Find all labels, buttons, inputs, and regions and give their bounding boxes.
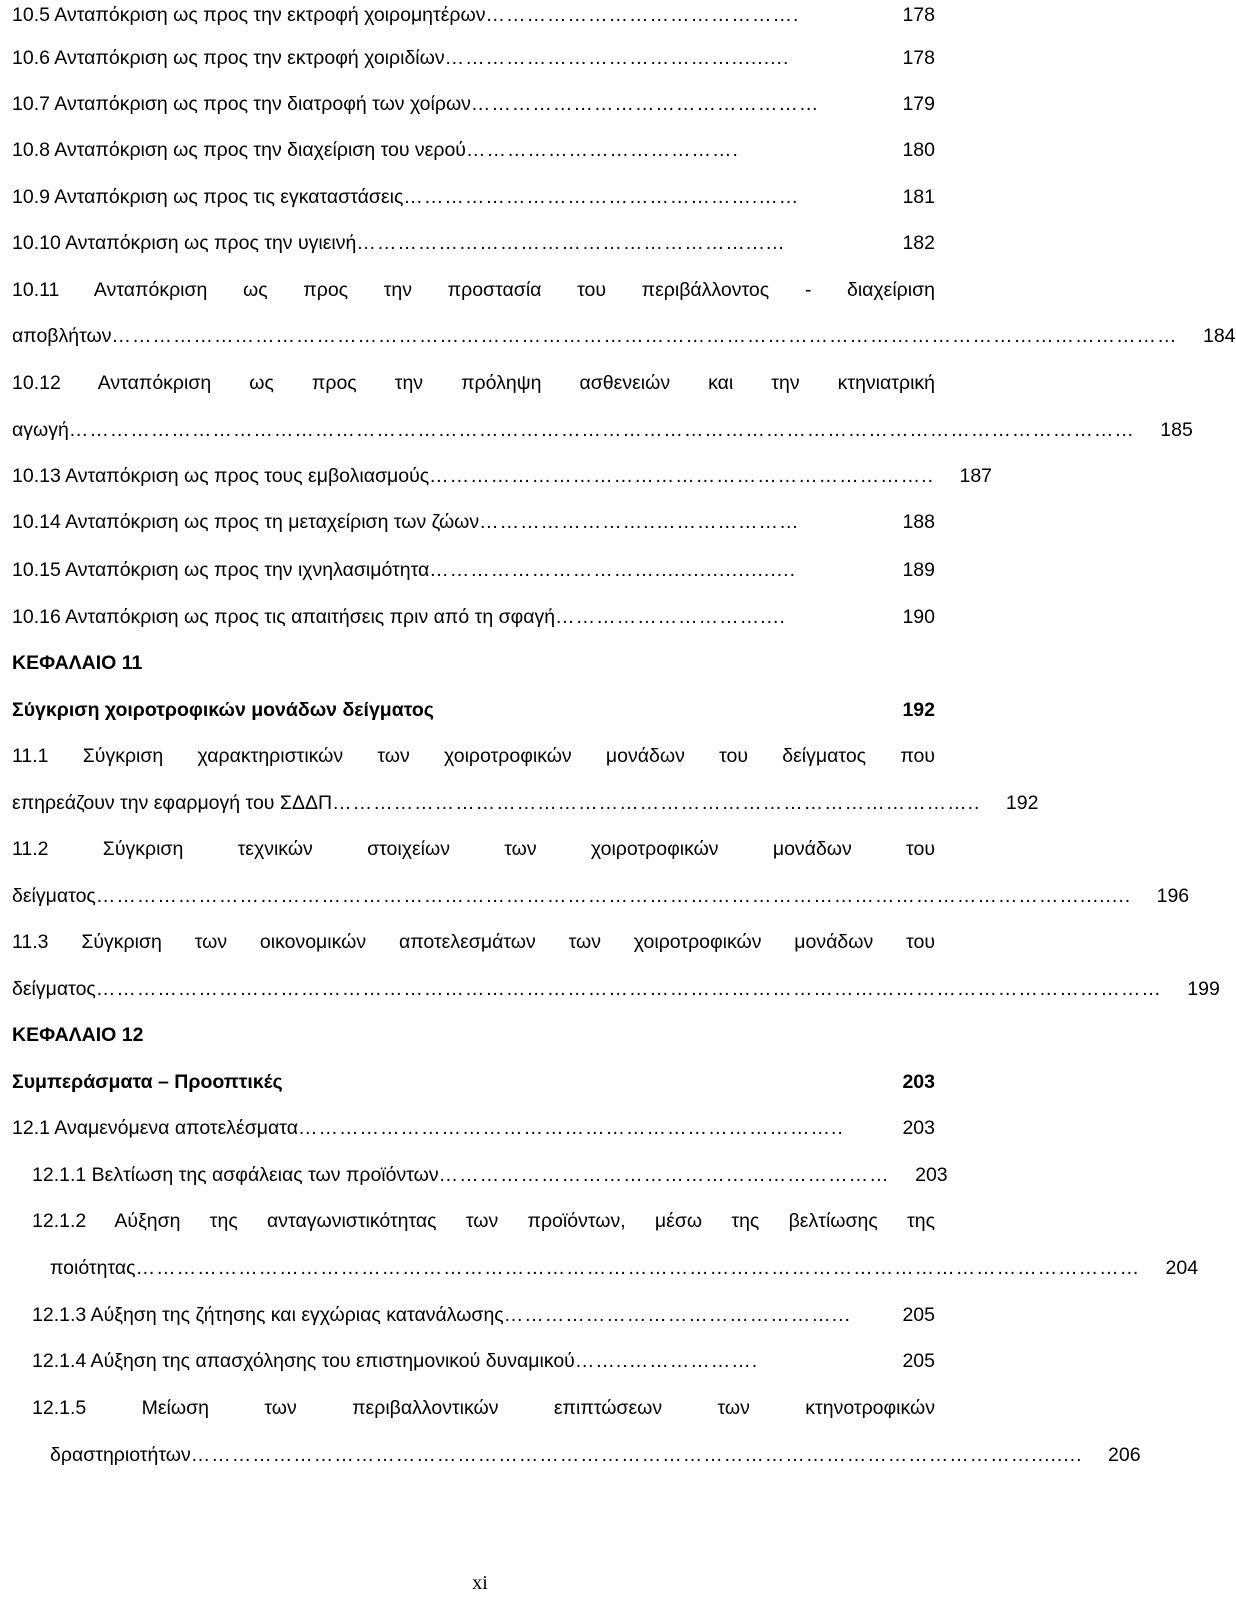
toc-entry-title: 12.1.3 Αύξηση της ζήτησης και εγχώριας κατανάλωσης — [32, 1304, 504, 1326]
toc-entry-title: 10.15 Ανταπόκριση ως προς την ιχνηλασιμότητα — [12, 559, 430, 581]
toc-entry-row[interactable] — [12, 602, 935, 632]
toc-entry-row[interactable] — [12, 1113, 935, 1143]
toc-entry-row[interactable] — [12, 507, 935, 537]
toc-entry-row[interactable] — [12, 321, 1236, 351]
toc-entry-row[interactable] — [12, 228, 935, 258]
toc-entry-row[interactable] — [12, 0, 935, 30]
toc-entry-title: ποιότητας — [50, 1257, 136, 1279]
toc-leader-dots: ……..………………. — [574, 1350, 759, 1372]
toc-entry-row[interactable] — [12, 415, 1193, 445]
chapter-title: Συμπεράσματα – Προοπτικές — [12, 1071, 283, 1093]
toc-entry-row[interactable] — [32, 1346, 935, 1376]
toc-entry-row[interactable] — [50, 1440, 1141, 1470]
toc-entry-row[interactable] — [50, 1253, 1199, 1283]
toc-page-number: 178 — [902, 4, 935, 26]
toc-entry-first-line: 11.1 Σύγκριση χαρακτηριστικών των χοιροτροφικών μονάδων του δείγματος που — [12, 745, 935, 767]
toc-entry-title: 12.1.1 Βελτίωση της ασφάλειας των προϊόντων — [32, 1164, 439, 1186]
toc-page-number: 181 — [902, 186, 935, 208]
toc-page-number: 206 — [1108, 1444, 1141, 1466]
toc-leader-dots: …………………………………………... — [503, 1304, 851, 1326]
toc-entry-row[interactable] — [12, 182, 935, 212]
toc-entry-row[interactable] — [12, 881, 1190, 911]
toc-entry-row[interactable] — [12, 89, 935, 119]
toc-leader-dots: ………………………….... — [555, 606, 786, 628]
toc-entry-first-line: 12.1.5 Μείωση των περιβαλλοντικών επιπτώσεων των κτηνοτροφικών — [32, 1397, 935, 1419]
toc-page-number: 204 — [1165, 1257, 1199, 1279]
toc-entry-row[interactable] — [32, 1160, 948, 1190]
toc-entry-row[interactable] — [12, 135, 935, 165]
toc-page-number: 189 — [902, 559, 935, 581]
toc-entry-title: 12.1 Αναμενόμενα αποτελέσματα — [12, 1117, 298, 1139]
toc-entry-first-line: 10.12 Ανταπόκριση ως προς την πρόληψη ασθενειών και την κτηνιατρική — [12, 372, 935, 394]
toc-page-number: 205 — [902, 1350, 935, 1372]
chapter-page-number: 203 — [902, 1071, 935, 1093]
toc-entry-title: αποβλήτων — [12, 325, 112, 347]
toc-leader-dots: ………………………………………………………………………………………………………………………………………… — [111, 325, 1178, 347]
toc-page-number: 187 — [959, 465, 993, 487]
toc-entry-title: δείγματος — [12, 885, 96, 907]
toc-entry-title: 12.1.4 Αύξηση της απασχόλησης του επιστημονικού δυναμικού — [32, 1350, 575, 1372]
toc-entry-row[interactable] — [12, 43, 935, 73]
toc-entry-first-line: 12.1.2 Αύξηση της ανταγωνιστικότητας των προϊόντων, μέσω της βελτίωσης της — [32, 1210, 935, 1232]
toc-entry-title: 10.16 Ανταπόκριση ως προς τις απαιτήσεις πριν από τη σφαγή — [12, 606, 556, 628]
toc-leader-dots: ……………………………...................... — [429, 559, 796, 581]
chapter-title-row[interactable] — [12, 1067, 935, 1097]
toc-leader-dots: ……………………………………………………………………………………………………………........ — [190, 1444, 1083, 1466]
toc-page-number: 203 — [902, 1117, 935, 1139]
toc-page-number: 180 — [902, 139, 935, 161]
toc-leader-dots: …………………………………………….…… — [403, 186, 800, 208]
toc-page-number: 184 — [1202, 325, 1236, 347]
toc-leader-dots: ………………………………………………………………………………………………………………………………………… — [68, 419, 1135, 441]
toc-leader-dots: …………………………………. — [465, 139, 739, 161]
toc-entry-first-line: 11.2 Σύγκριση τεχνικών στοιχείων των χοιροτροφικών μονάδων του — [12, 838, 935, 860]
toc-page-number: 178 — [902, 47, 935, 69]
toc-entry-title: 10.8 Ανταπόκριση ως προς την διαχείριση του νερού — [12, 139, 466, 161]
toc-entry-title: 10.10 Ανταπόκριση ως προς την υγιεινή — [12, 232, 357, 254]
toc-page-number: 188 — [902, 511, 935, 533]
toc-leader-dots: ………………………………………………………………………………………………………………………………… — [135, 1257, 1141, 1279]
toc-page-number: 182 — [902, 232, 935, 254]
toc-page-number: 190 — [902, 606, 935, 628]
toc-entry-title: 10.14 Ανταπόκριση ως προς τη μεταχείριση των ζώων — [12, 511, 480, 533]
toc-entry-title: δείγματος — [12, 978, 96, 1000]
toc-page-number: 192 — [1005, 792, 1039, 814]
toc-leader-dots: …………………………………………… — [470, 93, 820, 115]
toc-entry-title: δραστηριοτήτων — [50, 1444, 191, 1466]
toc-page-number: 196 — [1156, 885, 1190, 907]
toc-entry-row[interactable] — [12, 788, 1039, 818]
page-number: xi — [472, 1572, 488, 1594]
toc-entry-title: 10.5 Ανταπόκριση ως προς την εκτροφή χοιρομητέρων — [12, 4, 486, 26]
toc-entry-title: 10.6 Ανταπόκριση ως προς την εκτροφή χοιριδίων — [12, 47, 445, 69]
chapter-spacer — [434, 695, 877, 725]
toc-leader-dots: ……………………………………......... — [444, 47, 790, 69]
toc-entry-first-line: 11.3 Σύγκριση των οικονομικών αποτελεσμάτων των χοιροτροφικών μονάδων του — [12, 931, 935, 953]
toc-leader-dots: ………………………………………. — [485, 4, 800, 26]
toc-leader-dots: ……………………………………………………………….. — [429, 465, 935, 487]
toc-leader-dots: …………………………………………………………………….. — [297, 1117, 844, 1139]
toc-leader-dots: ………………………………………………………… — [438, 1164, 890, 1186]
toc-leader-dots: ………………………………………………………………………………………………………………………………........ — [95, 885, 1132, 907]
toc-entry-first-line: 10.11 Ανταπόκριση ως προς την προστασία του περιβάλλοντος - διαχείριση — [12, 279, 935, 301]
toc-entry-title: 10.9 Ανταπόκριση ως προς τις εγκαταστάσεις — [12, 186, 404, 208]
toc-entry-row[interactable] — [12, 974, 1220, 1004]
toc-entry-title: αγωγή — [12, 419, 69, 441]
chapter-page-number: 192 — [902, 699, 935, 721]
toc-page-number: 205 — [902, 1304, 935, 1326]
chapter-title: Σύγκριση χοιροτροφικών μονάδων δείγματος — [12, 699, 434, 721]
toc-entry-row[interactable] — [12, 555, 935, 585]
toc-page-number: 179 — [902, 93, 935, 115]
toc-page-number: 199 — [1187, 978, 1220, 1000]
chapter-title-row[interactable] — [12, 695, 935, 725]
toc-entry-row[interactable] — [12, 461, 993, 491]
toc-leader-dots: ………………………………………………………………………………………………………………………………………… — [95, 978, 1162, 1000]
toc-leader-dots: ……………………..………………… — [479, 511, 800, 533]
toc-leader-dots: …………………………………………………...… — [356, 232, 786, 254]
toc-page-number: 185 — [1160, 419, 1193, 441]
toc-entry-title: 10.13 Ανταπόκριση ως προς τους εμβολιασμούς — [12, 465, 430, 487]
toc-page-number: 203 — [915, 1164, 948, 1186]
chapter-heading: ΚΕΦΑΛΑΙΟ 11 — [12, 652, 143, 674]
chapter-heading: ΚΕΦΑΛΑΙΟ 12 — [12, 1024, 144, 1046]
chapter-spacer — [283, 1067, 877, 1097]
toc-entry-title: 10.7 Ανταπόκριση ως προς την διατροφή των χοίρων — [12, 93, 471, 115]
toc-entry-row[interactable] — [32, 1300, 935, 1330]
toc-entry-title: επηρεάζουν την εφαρμογή του ΣΔΔΠ — [12, 792, 333, 814]
toc-leader-dots: ………………………………………………………………………………….. — [332, 792, 981, 814]
